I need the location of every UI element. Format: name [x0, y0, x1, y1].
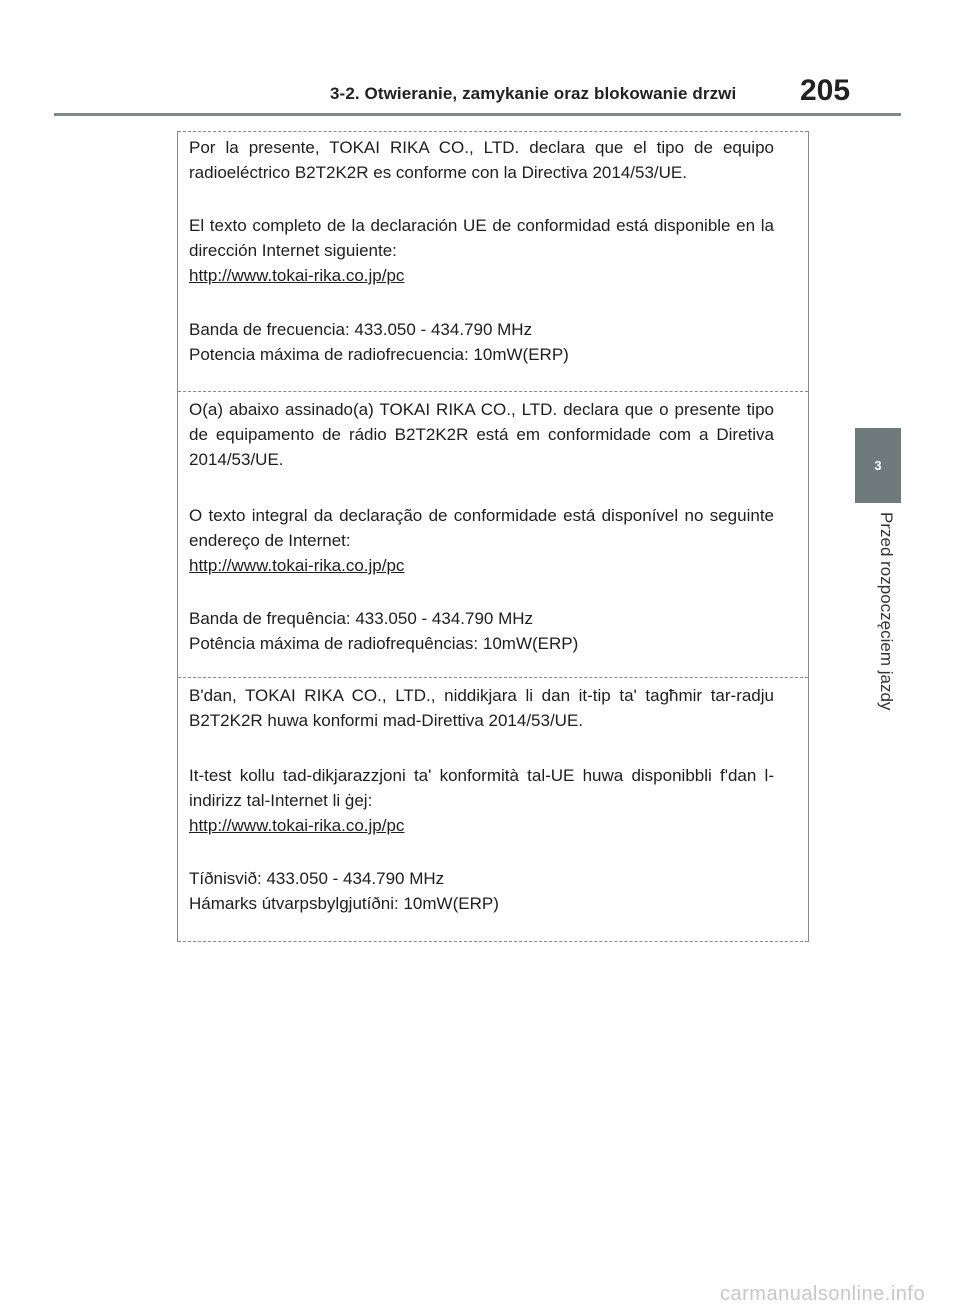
declaration-text: Por la presente, TOKAI RIKA CO., LTD. declara que el tipo de equipo radioeléctrico B2T2K2R es conforme con la Directiva 2014/53/UE.	[189, 138, 774, 182]
section-title: 3-2. Otwieranie, zamykanie oraz blokowanie drzwi	[330, 84, 737, 103]
max-power: Potencia máxima de radiofrecuencia: 10mW(ERP)	[189, 345, 569, 364]
site-watermark: carmanualsonline.info	[720, 1283, 926, 1305]
header-divider	[54, 113, 901, 116]
page-number: 205	[800, 74, 851, 107]
chapter-tab[interactable]	[855, 428, 901, 503]
max-power: Potência máxima de radiofrequências: 10mW(ERP)	[189, 634, 579, 653]
declaration-section-es	[178, 131, 808, 391]
declaration-link[interactable]: http://www.tokai-rika.co.jp/pc	[189, 816, 405, 835]
frequency-band: Banda de frecuencia: 433.050 - 434.790 MHz	[189, 320, 533, 339]
declarations-box	[177, 131, 809, 942]
declaration-section-pt	[178, 391, 808, 677]
declaration-text: O(a) abaixo assinado(a) TOKAI RIKA CO., LTD. declara que o presente tipo de equipamento de rádio B2T2K2R está em conformidade com a Diretiva 2014/53/UE.	[189, 400, 774, 469]
declaration-text: B'dan, TOKAI RIKA CO., LTD., niddikjara li dan it-tip ta' tagħmir tar-radju B2T2K2R huwa konformi mad-Direttiva 2014/53/UE.	[189, 686, 774, 730]
max-power: Hámarks útvarpsbylgjutíðni: 10mW(ERP)	[189, 894, 499, 913]
chapter-label: Przed rozpoczęciem jazdy	[877, 512, 896, 711]
fulltext-text: O texto integral da declaração de conformidade está disponível no seguinte endereço de Internet:	[189, 506, 774, 550]
declaration-link[interactable]: http://www.tokai-rika.co.jp/pc	[189, 266, 405, 285]
chapter-number: 3	[874, 458, 882, 473]
declaration-link[interactable]: http://www.tokai-rika.co.jp/pc	[189, 556, 405, 575]
fulltext-text: El texto completo de la declaración UE de conformidad está disponible en la dirección Internet siguiente:	[189, 216, 774, 260]
frequency-band: Tíðnisvið: 433.050 - 434.790 MHz	[189, 869, 445, 888]
fulltext-text: It-test kollu tad-dikjarazzjoni ta' konformità tal-UE huwa disponibbli f'dan l-indirizz tal-Internet li ġej:	[189, 766, 774, 810]
frequency-band: Banda de frequência: 433.050 - 434.790 MHz	[189, 609, 534, 628]
declaration-section-mt	[178, 677, 808, 942]
